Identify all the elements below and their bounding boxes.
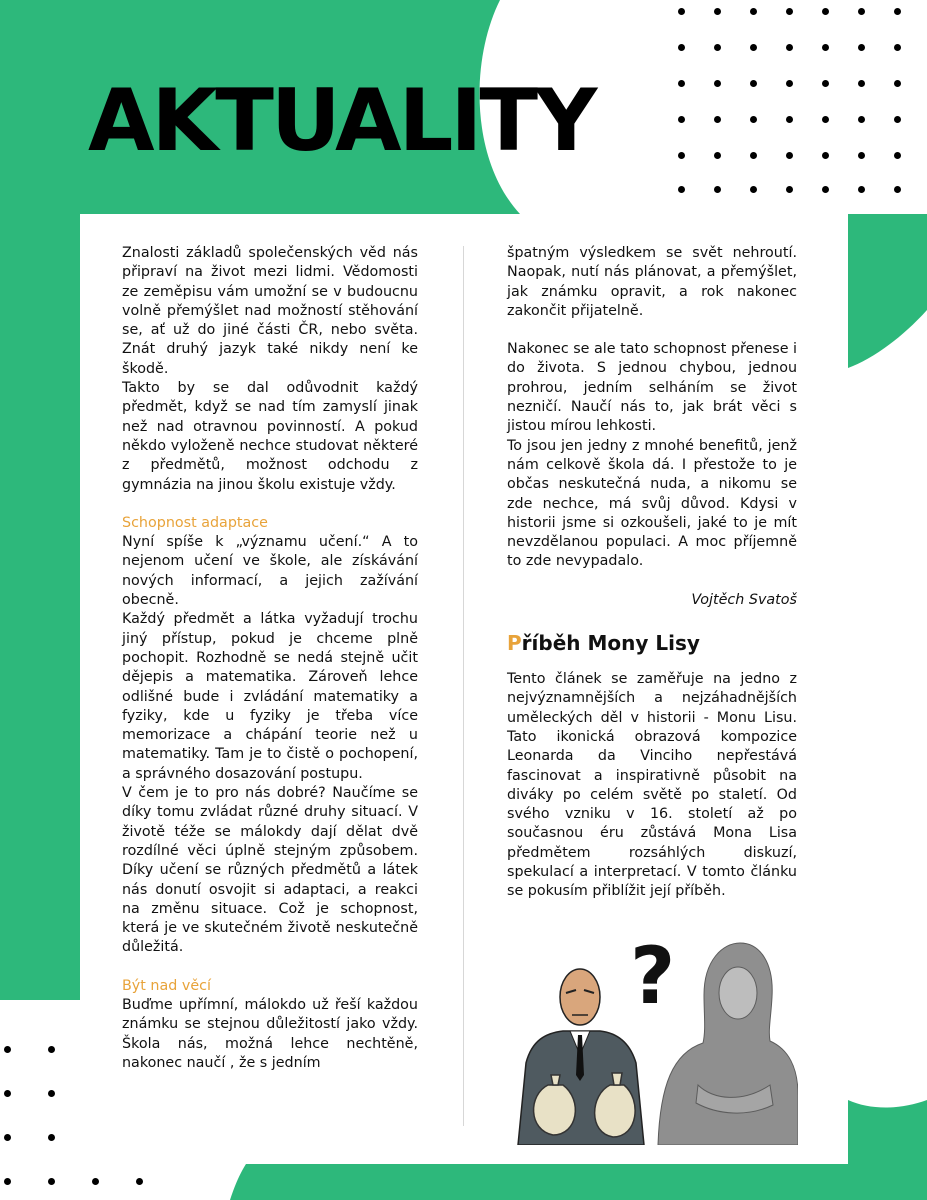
- paragraph: To jsou jen jedny z mnohé benefitů, jenž nám celkově škola dá. I přestože to je občas neskutečná nuda, a nikomu se zde nechce, má svůj důvod. Kdysi v historii jsme si ozkoušeli, jaké to je mít nevzdělanou populaci. A moc příjemně to zde nevypadalo.: [507, 437, 797, 570]
- paragraph: špatným výsledkem se svět nehroutí. Naopak, nutí nás plánovat, a přemýšlet, jak známku opravit, a rok nakonec zakončit přijatelně.: [507, 245, 797, 319]
- mona-lisa-figure: [658, 943, 798, 1145]
- page-title: AKTUALITY: [88, 71, 595, 171]
- subheading-adaptation: Schopnost adaptace: [122, 514, 268, 531]
- column-divider: [463, 246, 464, 1126]
- paragraph: Znalosti základů společenských věd nás připraví na život mezi lidmi. Vědomosti ze zeměpisu vám umožní se v budoucnu volně přemýšlet nad možností stěhování se, ať už do jiné části ČR, nebo světa. Znát druhý jazyk také nikdy není ke škodě.: [122, 245, 418, 377]
- paragraph: Nyní spíše k „významu učení.“ A to nejenom učení ve škole, ale získávání nových informací, a jejich zažívání obecně.: [122, 534, 418, 609]
- spacer: [507, 572, 797, 591]
- article-heading: [507, 630, 797, 656]
- paragraph: Nakonec se ale tato schopnost přenese i do života. S jednou chybou, jednou prohrou, jedním selháním se život nezničí. Naučí nás to, jak brát věci s jistou mírou lehkosti.: [507, 341, 798, 435]
- left-column: [122, 244, 418, 1073]
- spacer: [507, 321, 797, 340]
- author-name: Vojtěch Svatoš: [691, 591, 797, 608]
- heading-rest: říběh Mony Lisy: [521, 631, 700, 656]
- paragraph: Takto by se dal odůvodnit každý předmět, když se nad tím zamyslí jinak než nad otravnou povinností. A pokud někdo vyloženě nechce studovat některé z předmětů, možnost odchodu z gymnázia na jinou školu existuje vždy.: [122, 380, 418, 493]
- subheading-above-things: Být nad věcí: [122, 977, 211, 994]
- paragraph: Buďme upřímní, málokdo už řeší každou známku se stejnou důležitostí jako vždy. Škola nás, možná lehce nechtěně, nakonec naučí , že s jedním: [122, 996, 418, 1071]
- paragraph: Tento článek se zaměřuje na jedno z nejvýznamnějších a nejzáhadnějších uměleckých děl v historii - Monu Lisu. Tato ikonická obrazová kompozice Leonarda da Vinciho nepřestává fascinovat a inspirativně působit na diváky po celém světě po staletí. Od svého vzniku v 16. století až po současnou éru zůstává Mona Lisa předmětem rozsáhlých diskuzí, spekulací a interpretací. V tomto článku se pokusím přiblížit její příběh.: [507, 671, 797, 900]
- spacer: [122, 958, 418, 977]
- paragraph: V čem je to pro nás dobré? Naučíme se díky tomu zvládat různé druhy situací. V životě téže se málokdy dají dělat dvě rozdílné věci úplně stejným způsobem. Díky učení se různých předmětů a látek nás donutí osvojit si adaptaci, a reakci na změnu situace. Což je schopnost, která je ve skutečném životě neskutečně důležitá.: [122, 785, 418, 956]
- heading-initial: P: [507, 631, 522, 656]
- dot-grid-top-right: [678, 8, 927, 198]
- spacer: [122, 495, 418, 514]
- question-mark: ?: [630, 935, 676, 1022]
- right-column: [507, 244, 797, 902]
- paragraph: Každý předmět a látka vyžadují trochu jiný přístup, pokud je chceme plně pochopit. Rozhodně se nedá stejně učit dějepis a matematika. Zároveň lehce odlišné bude i zvládání matematiky a fyziky, kde u fyziky je třeba více memorizace a chápání teorie než u matematiky. Tam je to čistě o pochopení, a správného dosazování postupu.: [122, 611, 418, 782]
- mona-lisa-illustration: [508, 935, 798, 1145]
